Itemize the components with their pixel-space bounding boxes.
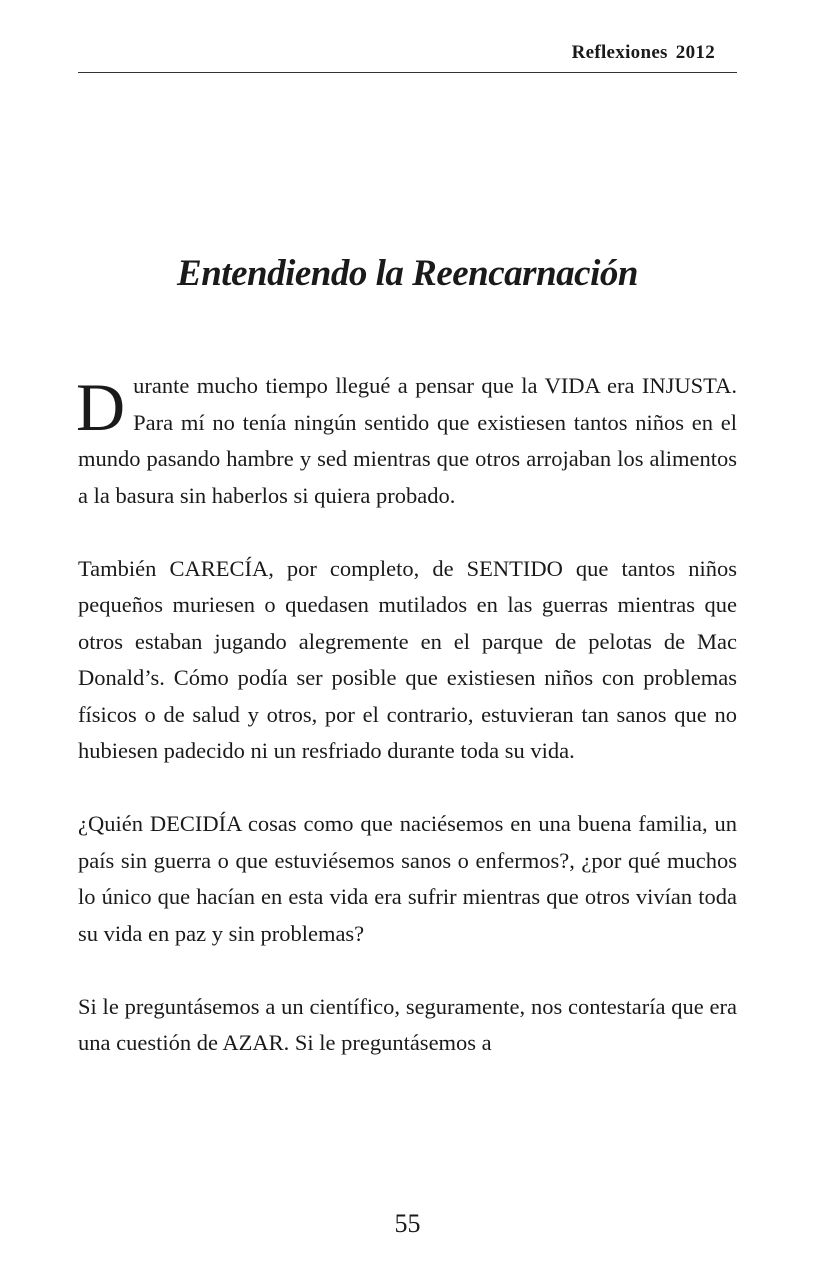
drop-cap: D <box>76 369 126 445</box>
page-number: 55 <box>394 1209 421 1238</box>
paragraph-3: ¿Quién DECIDÍA cosas como que naciésemos en una buena familia, un país sin guerra o que estuviésemos sanos o enfermos?, ¿por qué muchos lo único que hacían en esta vida era sufrir mientras que otros vivían toda su vida en paz y sin problemas? <box>78 811 737 946</box>
paragraph-2: También CARECÍA, por completo, de SENTIDO que tantos niños pequeños muriesen o quedasen mutilados en las guerras mientras que otros estaban jugando alegremente en el parque de pelotas de Mac Donald’s. Cómo podía ser posible que existiesen niños con problemas físicos o de salud y otros, por el contrario, estuvieran tan sanos que no hubiesen padecido ni un resfriado durante toda su vida. <box>78 555 737 763</box>
paragraph-4: Si le preguntásemos a un científico, seguramente, nos contestaría que era una cuestión de AZAR. Si le preguntásemos a <box>78 993 737 1055</box>
paragraph-1-text: urante mucho tiempo llegué a pensar que la VIDA era INJUSTA. Para mí no tenía ningún sentido que existiesen tantos niños en el mundo pasando hambre y sed mientras que otros arrojaban los alimentos a la basura sin haberlos si quiera probado. <box>78 373 737 508</box>
chapter-title: Entendiendo la Reencarnación <box>177 253 638 294</box>
running-header <box>78 40 737 73</box>
running-title: Reflexiones 2012 <box>571 42 715 63</box>
paragraph-1 <box>78 368 737 514</box>
body-text <box>78 368 737 1098</box>
